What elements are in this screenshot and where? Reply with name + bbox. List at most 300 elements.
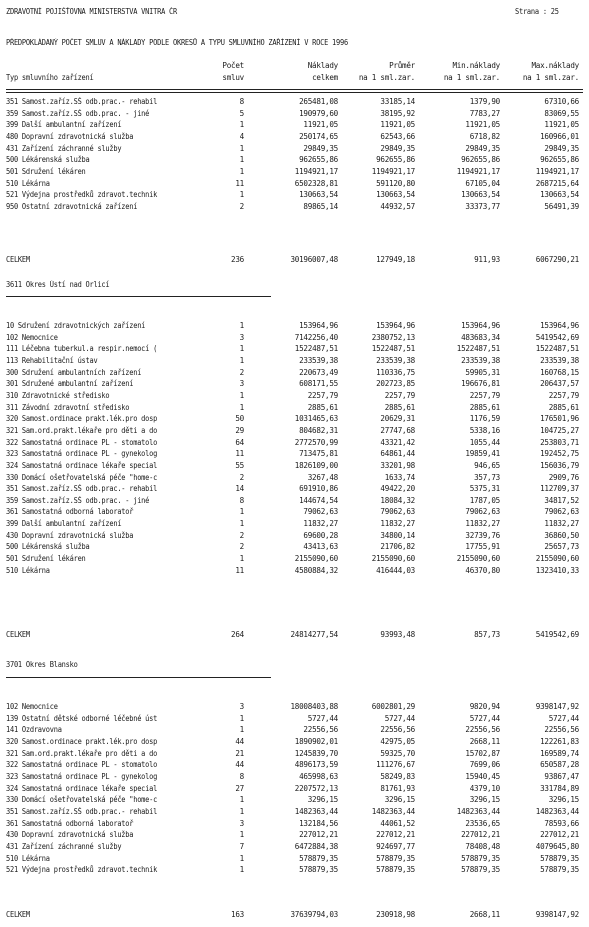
table-cell: 110336,75 [376,367,415,377]
table-cell: 46370,80 [465,565,500,575]
table-cell: 1323410,33 [535,565,579,575]
table-cell: 4580884,32 [294,565,338,575]
table-cell: 1482363,44 [456,806,500,816]
page-number: Strana : 25 [515,7,559,16]
table-row-type: 310 Zdravotnické středisko [6,390,110,400]
table-cell: 1787,05 [469,495,500,505]
table-row-type: 10 Sdružení zdravotnických zařízení [6,321,146,330]
table-cell: 11832,27 [380,519,415,528]
table-cell: 1 [239,853,244,863]
table-cell: 34800,14 [380,530,415,540]
table-cell: 21706,82 [380,542,415,552]
table-cell: 691910,86 [299,484,338,494]
table-cell: 962655,86 [461,155,500,165]
table-row-type: 431 Zařízení záchranné služby [6,841,122,851]
table-row-type: 361 Samostatná odborná laboratoř [6,507,134,517]
table-row-type: 321 Sam.ord.prakt.lékaře pro děti a do [6,425,158,435]
table-cell: 23536,65 [465,818,500,828]
table-cell: 22556,56 [465,725,500,735]
table-cell: 1 [239,120,244,130]
table-cell: 78593,66 [544,818,579,828]
table-cell: 11832,27 [303,519,338,528]
table-cell: 3 [239,332,244,342]
table-row-type: 480 Dopravní zdravotnická služba [6,131,134,141]
table-cell: 1482363,44 [294,806,338,816]
table-cell: 1 [239,806,244,816]
table-cell: 22556,56 [380,725,415,735]
table-cell: 924697,77 [376,841,415,851]
table-cell: 2207572,13 [294,783,338,793]
table-cell: 132184,56 [299,818,338,828]
total-label: CELKEM [6,910,30,919]
table-cell: 2668,11 [469,737,500,746]
table-cell: 227012,21 [461,830,500,840]
table-cell: 1 [239,143,244,153]
table-cell: 17755,91 [465,542,500,552]
table-row-type: 311 Závodní zdravotní středisko [6,402,130,412]
table-row-type: 351 Samost.zaříz.SŠ odb.prac.- rehabil [6,806,158,816]
table-row-type: 113 Rehabilitační ústav [6,355,98,365]
table-cell: 2 [239,530,244,540]
table-cell: 578879,35 [540,865,579,875]
table-cell: 1522487,51 [535,344,579,354]
table-cell: 21 [235,748,244,758]
table-cell: 1522487,51 [456,344,500,354]
table-cell: 29849,35 [380,143,415,153]
table-cell: 144674,54 [299,495,338,505]
table-cell: 1031465,63 [294,414,338,424]
table-cell: 11921,05 [544,120,579,130]
table-cell: 962655,86 [299,155,338,165]
table-cell: 27747,68 [380,425,415,435]
table-cell: 3 [239,379,244,389]
table-cell: 2 [239,542,244,552]
table-cell: 3296,15 [469,795,500,805]
table-cell: 6472884,38 [294,841,338,851]
table-row-type: 330 Domácí ošetřovatelská péče "home-c [6,472,158,482]
table-cell: 5727,44 [469,713,500,723]
table-cell: 227012,21 [299,830,338,840]
table-cell: 946,65 [474,460,500,470]
table-row-type: 300 Sdružení ambulantních zařízení [6,367,142,377]
col-header-count-2: smluv [222,73,244,82]
table-cell: 1 [239,507,244,517]
total-cell: 5419542,69 [535,630,579,639]
table-row-type: 510 Lékárna [6,853,50,863]
table-cell: 578879,35 [461,865,500,875]
table-cell: 5338,16 [469,425,500,435]
total-cell: 37639794,03 [290,910,338,919]
table-cell: 2 [239,472,244,482]
table-cell: 465998,63 [299,771,338,781]
table-cell: 5727,44 [307,713,338,723]
table-cell: 192452,75 [540,449,579,459]
table-row-type: 322 Samostatná ordinace PL - stomatolo [6,760,158,770]
table-cell: 1194921,17 [371,166,415,176]
section-rule [6,677,271,678]
table-cell: 2885,61 [548,402,579,412]
table-cell: 79062,63 [303,507,338,517]
table-cell: 6002801,29 [371,702,415,711]
table-row-type: 330 Domácí ošetřovatelská péče "home-c [6,795,158,805]
table-cell: 1245839,70 [294,748,338,758]
table-cell: 250174,65 [299,131,338,141]
table-cell: 89865,14 [303,201,338,211]
table-cell: 130663,54 [299,190,338,200]
organization-name: ZDRAVOTNÍ POJIŠŤOVNA MINISTERSTVA VNITRA ČR [6,7,177,16]
table-cell: 153964,96 [376,321,415,330]
table-cell: 29849,35 [465,143,500,153]
table-cell: 331784,89 [540,783,579,793]
table-cell: 416444,03 [376,565,415,575]
table-cell: 1 [239,795,244,805]
table-cell: 1633,74 [384,472,415,482]
table-cell: 962655,86 [540,155,579,165]
table-row-type: 320 Samost.ordinace prakt.lék.pro dosp [6,737,158,746]
table-cell: 265481,08 [299,97,338,106]
table-cell: 202723,85 [376,379,415,389]
table-row-type: 111 Léčebna tuberkul.a respir.nemocí ( [6,344,158,354]
table-cell: 7699,06 [469,760,500,770]
total-cell: 6067290,21 [535,255,579,264]
table-row-type: 361 Samostatná odborná laboratoř [6,818,134,828]
table-cell: 81761,93 [380,783,415,793]
table-row-type: 399 Další ambulantní zařízení [6,519,122,528]
table-cell: 5375,31 [469,484,500,494]
table-cell: 44061,52 [380,818,415,828]
table-cell: 34817,52 [544,495,579,505]
table-cell: 2155090,60 [371,554,415,563]
table-cell: 1 [239,519,244,528]
table-row-type: 501 Sdružení lékáren [6,554,86,563]
table-cell: 206437,57 [540,379,579,389]
table-cell: 169589,74 [540,748,579,758]
table-cell: 43413,63 [303,542,338,552]
table-cell: 20629,31 [380,414,415,424]
table-cell: 19859,41 [465,449,500,459]
table-row-type: 510 Lékárna [6,178,50,188]
table-row-type: 501 Sdružení lékáren [6,166,86,176]
table-cell: 5727,44 [548,713,579,723]
table-cell: 130663,54 [461,190,500,200]
table-cell: 578879,35 [376,865,415,875]
total-cell: 857,73 [474,630,500,639]
table-cell: 15940,45 [465,771,500,781]
table-cell: 1194921,17 [535,166,579,176]
table-cell: 608171,55 [299,379,338,389]
table-cell: 233539,38 [299,355,338,365]
table-row-type: 359 Samost.zaříz.SŠ odb.prac. - jiné [6,108,150,118]
col-header-max-2: na 1 sml.zar. [522,73,579,82]
table-cell: 29 [235,425,244,435]
table-cell: 4896173,59 [294,760,338,770]
table-cell: 64861,44 [380,449,415,459]
table-cell: 11 [235,565,244,575]
table-row-type: 102 Nemocnice [6,702,58,711]
table-cell: 2257,79 [307,390,338,400]
table-cell: 2155090,60 [535,554,579,563]
table-row-type: 500 Lékárenská služba [6,542,90,552]
table-row-type: 430 Dopravní zdravotnická služba [6,830,134,840]
table-row-type: 510 Lékárna [6,565,50,575]
table-row-type: 431 Zařízení záchranné služby [6,143,122,153]
header-double-rule [6,89,583,93]
table-cell: 56491,39 [544,201,579,211]
table-cell: 130663,54 [540,190,579,200]
section-title: 3701 Okres Blansko [6,660,78,669]
total-cell: 93993,48 [380,630,415,639]
table-cell: 55 [235,460,244,470]
table-cell: 7 [239,841,244,851]
table-cell: 111276,67 [376,760,415,770]
table-row-type: 521 Výdejna prostředků zdravot.technik [6,865,158,875]
table-cell: 357,73 [474,472,500,482]
table-cell: 11921,05 [380,120,415,130]
table-cell: 49422,20 [380,484,415,494]
table-cell: 2155090,60 [294,554,338,563]
table-cell: 8 [239,771,244,781]
table-cell: 79062,63 [465,507,500,517]
table-cell: 15702,87 [465,748,500,758]
table-cell: 2772570,99 [294,437,338,447]
table-row-type: 359 Samost.zaříz.SŠ odb.prac. - jiné [6,495,150,505]
table-cell: 1055,44 [469,437,500,447]
table-cell: 43321,42 [380,437,415,447]
table-cell: 44932,57 [380,201,415,211]
table-cell: 1 [239,725,244,735]
table-cell: 38195,92 [380,108,415,118]
total-cell: 163 [231,910,244,919]
table-cell: 11 [235,449,244,459]
table-row-type: 139 Ostatní dětské odborné léčebné úst [6,713,158,723]
total-label: CELKEM [6,255,30,264]
table-cell: 5727,44 [384,713,415,723]
table-cell: 2380752,13 [371,332,415,342]
table-cell: 160966,01 [540,131,579,141]
table-row-type: 399 Další ambulantní zařízení [6,120,122,130]
col-header-cost-1: Náklady [307,61,338,70]
table-cell: 2885,61 [384,402,415,412]
table-cell: 233539,38 [461,355,500,365]
table-cell: 1 [239,554,244,563]
table-cell: 650587,28 [540,760,579,770]
table-cell: 233539,38 [376,355,415,365]
table-cell: 220673,49 [299,367,338,377]
table-cell: 1176,59 [469,414,500,424]
table-cell: 93867,47 [544,771,579,781]
table-cell: 8 [239,97,244,106]
table-cell: 18008403,88 [290,702,338,711]
table-cell: 591120,80 [376,178,415,188]
table-cell: 112709,37 [540,484,579,494]
col-header-type: Typ smluvního zařízení [6,73,94,82]
table-row-type: 351 Samost.zaříz.SŠ odb.prac.- rehabil [6,97,158,106]
col-header-min-2: na 1 sml.zar. [443,73,500,82]
table-cell: 32739,76 [465,530,500,540]
col-header-avg-2: na 1 sml.zar. [358,73,415,82]
table-cell: 67310,66 [544,97,579,106]
table-cell: 1890902,01 [294,737,338,746]
table-cell: 1 [239,155,244,165]
total-cell: 264 [231,630,244,639]
table-cell: 2257,79 [469,390,500,400]
table-cell: 83069,55 [544,108,579,118]
table-cell: 153964,96 [299,321,338,330]
table-cell: 22556,56 [303,725,338,735]
table-cell: 1 [239,830,244,840]
table-cell: 1 [239,713,244,723]
total-cell: 236 [231,255,244,264]
total-cell: 911,93 [474,255,500,264]
table-cell: 8 [239,495,244,505]
col-header-max-1: Max.náklady [531,61,579,70]
table-cell: 483683,34 [461,332,500,342]
table-cell: 1 [239,402,244,412]
section-rule [6,296,271,297]
table-cell: 9398147,92 [535,702,579,711]
table-cell: 11832,27 [465,519,500,528]
table-row-type: 102 Nemocnice [6,332,58,342]
total-cell: 24814277,54 [290,630,338,639]
table-cell: 2687215,64 [535,178,579,188]
table-cell: 11 [235,178,244,188]
table-row-type: 320 Samost.ordinace prakt.lék.pro dosp [6,414,158,424]
table-cell: 44 [235,760,244,770]
table-cell: 2885,61 [469,402,500,412]
table-cell: 2 [239,201,244,211]
table-cell: 33201,98 [380,460,415,470]
table-cell: 2885,61 [307,402,338,412]
table-cell: 9820,94 [469,702,500,711]
table-cell: 227012,21 [540,830,579,840]
table-cell: 160768,15 [540,367,579,377]
table-cell: 156036,79 [540,460,579,470]
table-cell: 33373,77 [465,201,500,211]
table-row-type: 322 Samostatná ordinace PL - stomatolo [6,437,158,447]
table-cell: 578879,35 [299,865,338,875]
table-cell: 11921,05 [465,120,500,130]
table-cell: 78408,48 [465,841,500,851]
table-row-type: 301 Sdružené ambulantní zařízení [6,379,134,389]
total-label: CELKEM [6,630,30,639]
table-cell: 962655,86 [376,155,415,165]
table-cell: 50 [235,414,244,424]
table-cell: 2909,76 [548,472,579,482]
table-cell: 130663,54 [376,190,415,200]
table-cell: 3 [239,818,244,828]
table-cell: 1379,90 [469,97,500,106]
table-cell: 3296,15 [548,795,579,805]
table-cell: 29849,35 [544,143,579,153]
table-cell: 25657,73 [544,542,579,552]
total-cell: 9398147,92 [535,910,579,919]
table-cell: 233539,38 [540,355,579,365]
table-cell: 3296,15 [384,795,415,805]
table-cell: 33185,14 [380,97,415,106]
table-cell: 1 [239,390,244,400]
table-row-type: 324 Samostatná ordinace lékaře special [6,460,158,470]
col-header-cost-2: celkem [312,73,338,82]
table-cell: 18084,32 [380,495,415,505]
table-cell: 190979,60 [299,108,338,118]
table-cell: 4079645,80 [535,841,579,851]
table-cell: 1522487,51 [294,344,338,354]
table-cell: 3 [239,702,244,711]
table-cell: 1482363,44 [535,806,579,816]
table-row-type: 430 Dopravní zdravotnická služba [6,530,134,540]
report-title: PŘEDPOKLÁDANÝ POČET SMLUV A NÁKLADY PODLE OKRESŮ A TYPU SMLUVNÍHO ZAŘÍZENÍ V ROCE 1996 [6,38,348,47]
table-cell: 122261,83 [540,737,579,746]
table-cell: 2257,79 [548,390,579,400]
table-cell: 153964,96 [540,321,579,330]
table-cell: 69600,28 [303,530,338,540]
table-cell: 59905,31 [465,367,500,377]
table-cell: 11921,05 [303,120,338,130]
table-cell: 5419542,69 [535,332,579,342]
table-cell: 3267,48 [307,472,338,482]
table-cell: 7783,27 [469,108,500,118]
table-cell: 79062,63 [380,507,415,517]
table-cell: 1 [239,344,244,354]
table-cell: 44 [235,737,244,746]
table-row-type: 521 Výdejna prostředků zdravot.technik [6,190,158,200]
table-cell: 27 [235,783,244,793]
table-cell: 804682,31 [299,425,338,435]
table-cell: 713475,81 [299,449,338,459]
table-cell: 67105,04 [465,178,500,188]
table-cell: 59325,70 [380,748,415,758]
table-cell: 6718,82 [469,131,500,141]
table-cell: 196676,81 [461,379,500,389]
table-cell: 1 [239,321,244,330]
table-row-type: 323 Samostatná ordinace PL - gynekolog [6,449,158,459]
table-row-type: 351 Samost.zaříz.SŠ odb.prac.- rehabil [6,484,158,494]
total-cell: 2668,11 [469,910,500,919]
table-cell: 227012,21 [376,830,415,840]
table-cell: 64 [235,437,244,447]
table-cell: 578879,35 [376,853,415,863]
table-cell: 5 [239,108,244,118]
table-cell: 42975,05 [380,737,415,746]
table-row-type: 324 Samostatná ordinace lékaře special [6,783,158,793]
table-cell: 14 [235,484,244,494]
table-cell: 6502328,81 [294,178,338,188]
table-cell: 22556,56 [544,725,579,735]
col-header-count-1: Počet [222,61,244,70]
table-row-type: 500 Lékárenská služba [6,155,90,165]
table-cell: 176501,96 [540,414,579,424]
table-cell: 2 [239,367,244,377]
table-cell: 1 [239,355,244,365]
table-cell: 1 [239,166,244,176]
table-cell: 4379,10 [469,783,500,793]
table-cell: 1 [239,190,244,200]
table-cell: 62543,66 [380,131,415,141]
table-cell: 29849,35 [303,143,338,153]
table-cell: 578879,35 [461,853,500,863]
table-cell: 79062,63 [544,507,579,517]
table-cell: 4 [239,131,244,141]
table-cell: 1194921,17 [456,166,500,176]
table-cell: 2257,79 [384,390,415,400]
table-row-type: 950 Ostatní zdravotnická zařízení [6,201,138,211]
col-header-min-1: Min.náklady [452,61,500,70]
table-cell: 1522487,51 [371,344,415,354]
table-row-type: 321 Sam.ord.prakt.lékaře pro děti a do [6,748,158,758]
table-row-type: 323 Samostatná ordinace PL - gynekolog [6,771,158,781]
table-cell: 36860,50 [544,530,579,540]
table-cell: 104725,27 [540,425,579,435]
